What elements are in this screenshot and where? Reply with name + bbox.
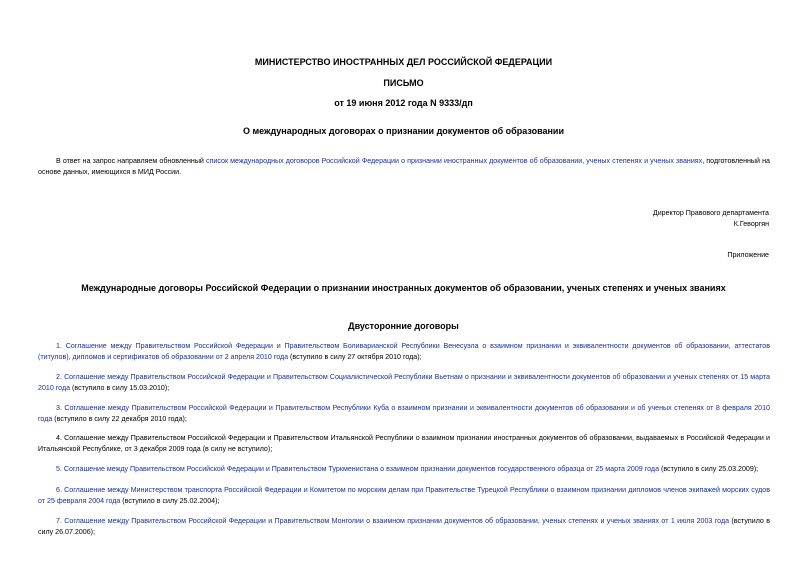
item-number: 1. [56, 342, 66, 350]
appendix-title: Международные договоры Российской Федерации о признании иностранных документов об образовании, ученых степенях и ученых званиях [81, 283, 726, 293]
intro-prefix: В ответ на запрос направляем обновленный [56, 157, 207, 165]
document-subject: О международных договорах о признании документов об образовании [243, 126, 564, 136]
list-item [38, 516, 770, 537]
item-number: 2. [56, 373, 65, 381]
treaty-list-link[interactable]: список международных договоров Российской Федерации о признании иностранных документов об образовании, ученых степенях и ученых званиях [206, 157, 703, 165]
list-item [38, 433, 770, 454]
document-date-number: от 19 июня 2012 года N 9333/дп [334, 98, 473, 108]
item-status: (вступило в силу 22 декабря 2010 года); [52, 414, 187, 423]
item-number: 4. [56, 434, 65, 442]
list-item [38, 403, 770, 424]
item-number: 6. [56, 486, 65, 494]
item-number: 7. [56, 517, 65, 525]
treaty-link[interactable]: Соглашение между Правительством Российской Федерации и Правительством Социалистической Республики Вьетнам о признании и эквивалентности документов об образовании и ученых степенях от 15 марта 2010 года [38, 373, 770, 392]
treaty-link[interactable]: Соглашение между Министерством транспорта Российской Федерации и Комитетом по морским делам при Правительстве Турецкой Республики о взаимном признании дипломов членов экипажей морских судов от 25 февраля 2004 года [38, 486, 770, 505]
treaty-link[interactable]: Соглашение между Правительством Российской Федерации и Правительством Туркменистана о взаимном признании документов государственного образца от 25 марта 2009 года [63, 465, 660, 473]
treaty-link[interactable]: Соглашение между Правительством Российской Федерации и Правительством Республики Куба о взаимном признании и эквивалентности документов об образовании и об ученых степенях от 8 февраля 2010 года [38, 404, 771, 423]
list-item [38, 372, 770, 393]
treaty-link[interactable]: Соглашение между Правительством Российской Федерации и Правительством Боливарианской Республики Венесуэла о взаимном признании и эквивалентности документов об образовании, аттестатов (титулов), дипломов и сертификатов об образовании от 2 апреля 2010 года [38, 342, 770, 361]
item-status: (вступило в силу 15.03.2010); [70, 383, 170, 392]
document-type: ПИСЬМО [383, 78, 424, 88]
signature-name: К.Геворгян [733, 219, 769, 228]
item-status: (вступило в силу 25.03.2009); [659, 465, 759, 473]
item-status: (вступило в силу 26.07.2006); [38, 517, 770, 536]
item-text: Соглашение между Правительством Российской Федерации и Правительством Итальянской Республики о взаимном признании иностранных документов об образовании, выдаваемых в Российской Федерации и Итальянской Республике, от 3 декабря 2009 года (в силу не вступило); [38, 434, 770, 453]
item-status: (вступило в силу 27 октября 2010 года); [288, 352, 422, 361]
signature-block [653, 208, 769, 229]
item-number: 3. [56, 404, 65, 412]
list-item [38, 485, 770, 506]
list-item [38, 464, 770, 475]
item-status: (вступило в силу 25.02.2004); [120, 496, 220, 505]
signature-position: Директор Правового департамента [652, 209, 769, 217]
intro-paragraph [38, 156, 770, 177]
treaty-link[interactable]: Соглашение между Правительством Российской Федерации и Правительством Монголии о взаимном признании документов об образовании, ученых степенях и ученых званиях от 1 июля 2003 года [64, 517, 730, 525]
item-number: 5. [56, 465, 64, 473]
section-title: Двусторонние договоры [348, 321, 459, 331]
ministry-heading: МИНИСТЕРСТВО ИНОСТРАННЫХ ДЕЛ РОССИЙСКОЙ ФЕДЕРАЦИИ [254, 57, 553, 67]
list-item [38, 341, 770, 362]
intro-suffix: , подготовленный на основе данных, имеющихся в МИД России. [38, 157, 770, 176]
appendix-label: Приложение [727, 251, 769, 259]
